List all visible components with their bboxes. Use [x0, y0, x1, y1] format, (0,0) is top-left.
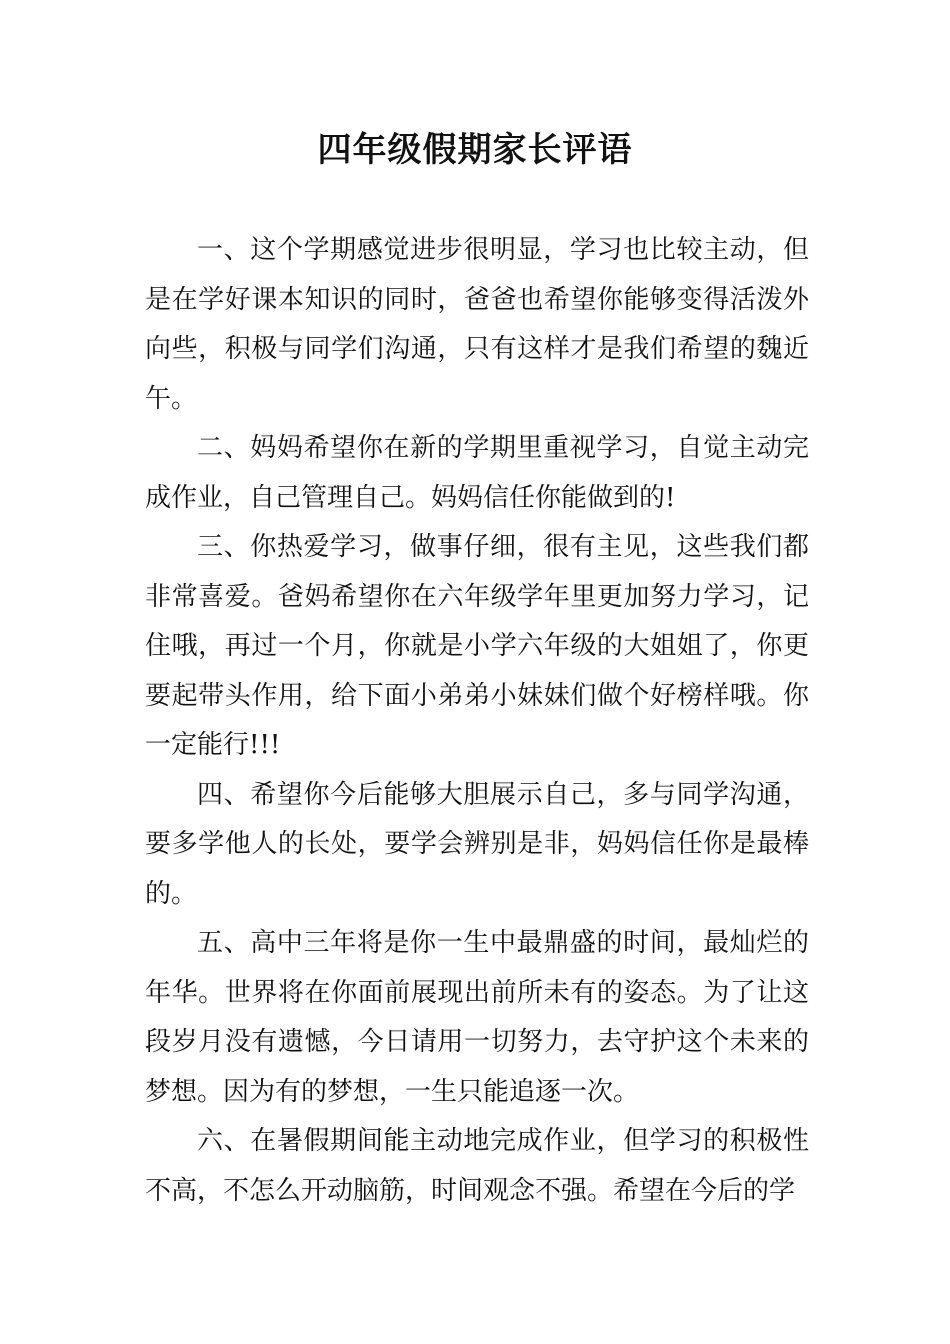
- paragraph-5: 五、高中三年将是你一生中最鼎盛的时间，最灿烂的年华。世界将在你面前展现出前所未有的姿态。为了让这段岁月没有遗憾，今日请用一切努力，去守护这个未来的梦想。因为有的梦想，一生只能追逐一次。: [145, 928, 809, 1107]
- paragraph-6: 六、在暑假期间能主动地完成作业，但学习的积极性不高，不怎么开动脑筋，时间观念不强。希望在今后的学: [145, 1126, 809, 1206]
- paragraph-1: 一、这个学期感觉进步很明显，学习也比较主动，但是在学好课本知识的同时，爸爸也希望你能够变得活泼外向些，积极与同学们沟通，只有这样才是我们希望的魏近午。: [145, 235, 809, 414]
- paragraph-2: 二、妈妈希望你在新的学期里重视学习，自觉主动完成作业，自己管理自己。妈妈信任你能做到的!: [145, 433, 809, 513]
- document-body: [145, 226, 809, 1216]
- paragraph-4: 四、希望你今后能够大胆展示自己，多与同学沟通，要多学他人的长处，要学会辨别是非，妈妈信任你是最棒的。: [145, 779, 809, 909]
- document-title: 四年级假期家长评语: [317, 130, 633, 170]
- paragraph-3: 三、你热爱学习，做事仔细，很有主见，这些我们都非常喜爱。爸妈希望你在六年级学年里更加努力学习，记住哦，再过一个月，你就是小学六年级的大姐姐了，你更要起带头作用，给下面小弟弟小妹妹们做个好榜样哦。你一定能行!!!: [145, 532, 809, 760]
